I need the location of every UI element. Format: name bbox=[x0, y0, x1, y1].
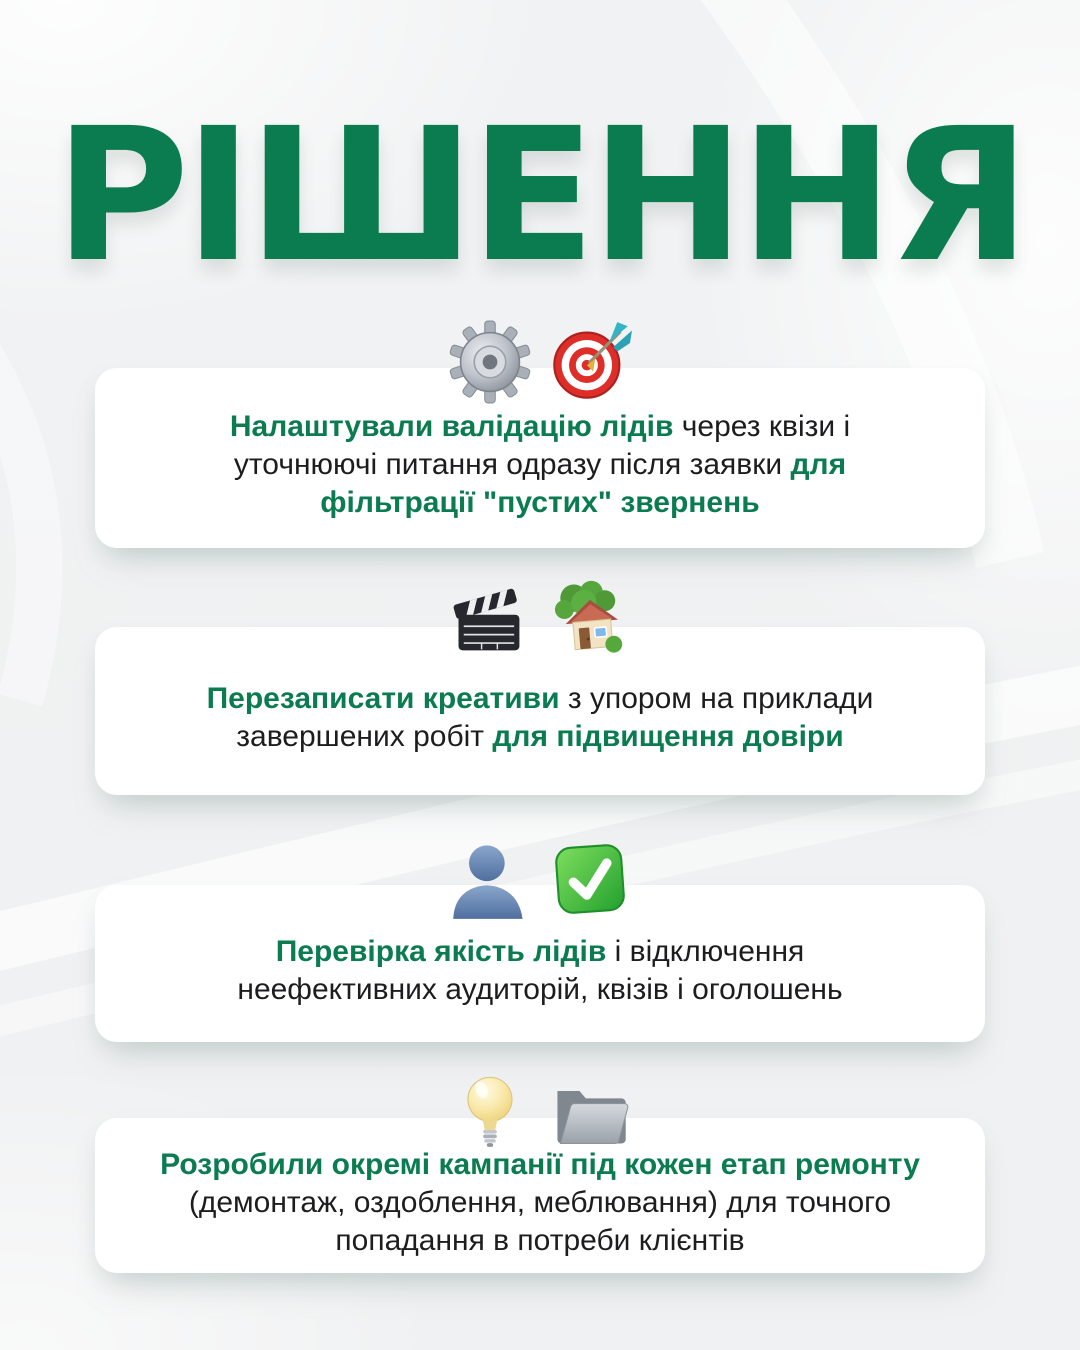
card-4-icons bbox=[95, 1070, 985, 1154]
folder-icon bbox=[548, 1070, 632, 1154]
card-1-text: Налаштували валідацію лідів через квізи і уточнюючі питання одразу після заявки для фільтрації "пустих" звернень bbox=[229, 410, 851, 519]
person-silhouette-icon bbox=[448, 837, 532, 921]
card-3-icons bbox=[95, 837, 985, 921]
gear-icon bbox=[448, 320, 532, 404]
light-bulb-icon bbox=[448, 1070, 532, 1154]
solution-card-4 bbox=[95, 1118, 985, 1273]
card-1-icons bbox=[95, 320, 985, 404]
solution-card-3 bbox=[95, 885, 985, 1042]
solution-card-1 bbox=[95, 368, 985, 548]
card-2-text: Перезаписати креативи з упором на приклади завершених робіт для підвищення довіри bbox=[206, 682, 874, 753]
solution-card-2 bbox=[95, 627, 985, 795]
card-2-icons bbox=[95, 579, 985, 663]
check-mark-button-icon bbox=[548, 837, 632, 921]
clapperboard-icon bbox=[448, 579, 532, 663]
dart-target-icon bbox=[548, 320, 632, 404]
house-garden-icon bbox=[548, 579, 632, 663]
card-4-text: Розробили окремі кампанії під кожен етап ремонту (демонтаж, оздоблення, меблювання) для точного попадання в потреби клієнтів bbox=[160, 1147, 920, 1257]
page-title: РІШЕННЯ bbox=[54, 89, 1026, 303]
card-3-text: Перевірка якість лідів і відключення неефективних аудиторій, квізів і оголошень bbox=[237, 934, 843, 1006]
